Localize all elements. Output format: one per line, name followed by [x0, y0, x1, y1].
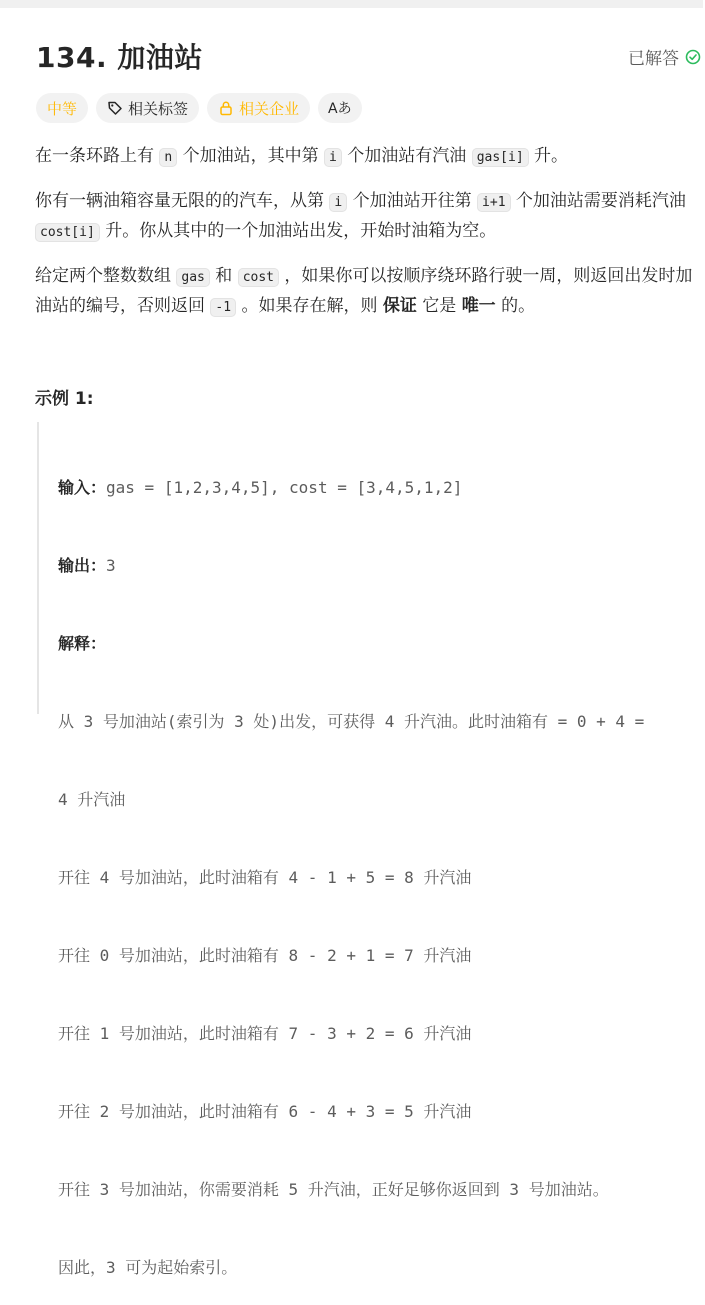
description-paragraph-2: 你有一辆油箱容量无限的的汽车，从第 i 个加油站开往第 i+1 个加油站需要消耗汽油 cost[i] 升。你从其中的一个加油站出发，开始时油箱为空。 — [35, 191, 686, 241]
explanation-line: 开往 0 号加油站，此时油箱有 8 - 2 + 1 = 7 升汽油 — [58, 946, 472, 965]
inline-code: n — [159, 148, 177, 167]
emphasis-guarantee: 保证 — [382, 296, 417, 316]
difficulty-label: 中等 — [47, 99, 78, 118]
translate-icon: Aあ — [328, 101, 352, 117]
solved-status — [628, 44, 701, 69]
explanation-line: 开往 4 号加油站，此时油箱有 4 - 1 + 5 = 8 升汽油 — [58, 868, 472, 887]
lock-icon — [218, 100, 234, 116]
tag-row — [36, 93, 362, 123]
check-circle-icon — [685, 49, 701, 65]
inline-code: cost — [238, 268, 279, 287]
output-label: 输出： — [58, 556, 107, 575]
difficulty-badge — [36, 93, 88, 123]
inline-code: -1 — [210, 298, 236, 317]
example-block — [37, 422, 705, 1277]
explanation-line: 开往 3 号加油站，你需要消耗 5 升汽油，正好足够你返回到 3 号加油站。 — [58, 1180, 609, 1199]
inline-code: i — [324, 148, 342, 167]
output-value: 3 — [106, 556, 116, 575]
inline-code: cost[i] — [35, 223, 100, 242]
tag-icon — [107, 100, 123, 116]
inline-code: gas[i] — [472, 148, 529, 167]
input-label: 输入： — [58, 478, 107, 497]
explanation-line: 从 3 号加油站(索引为 3 处)出发，可获得 4 升汽油。此时油箱有 = 0 + 4 = — [58, 712, 645, 731]
example-title: 示例 1: — [35, 389, 94, 409]
explain-label: 解释： — [58, 634, 107, 653]
example-output-row — [58, 550, 705, 578]
explanation-line: 开往 1 号加油站，此时油箱有 7 - 3 + 2 = 6 升汽油 — [58, 1024, 472, 1043]
related-companies-button[interactable] — [207, 93, 310, 123]
description-paragraph-3: 给定两个整数数组 gas 和 cost ，如果你可以按顺序绕环路行驶一周，则返回出发时加油站的编号，否则返回 -1 。如果存在解，则 保证 它是 唯一 的。 — [35, 266, 693, 316]
inline-code: i — [329, 193, 347, 212]
explanation-line: 4 升汽油 — [58, 790, 126, 809]
related-companies-label: 相关企业 — [239, 99, 300, 118]
emphasis-unique: 唯一 — [461, 296, 496, 316]
related-tags-label: 相关标签 — [128, 99, 189, 118]
example-input-row — [58, 472, 705, 500]
problem-description — [35, 142, 697, 337]
input-value: gas = [1,2,3,4,5], cost = [3,4,5,1,2] — [106, 478, 463, 497]
font-toggle-button[interactable] — [318, 93, 362, 123]
description-paragraph-1: 在一条环路上有 n 个加油站，其中第 i 个加油站有汽油 gas[i] 升。 — [35, 146, 569, 166]
problem-title: 134. 加油站 — [36, 41, 203, 74]
inline-code: i+1 — [477, 193, 510, 212]
inline-code: gas — [176, 268, 209, 287]
related-tags-button[interactable] — [96, 93, 199, 123]
explanation-line: 因此，3 可为起始索引。 — [58, 1258, 238, 1277]
solved-label: 已解答 — [628, 49, 679, 69]
top-bar — [0, 0, 703, 8]
explanation-line: 开往 2 号加油站，此时油箱有 6 - 4 + 3 = 5 升汽油 — [58, 1102, 472, 1121]
example-explain-row — [58, 628, 705, 656]
